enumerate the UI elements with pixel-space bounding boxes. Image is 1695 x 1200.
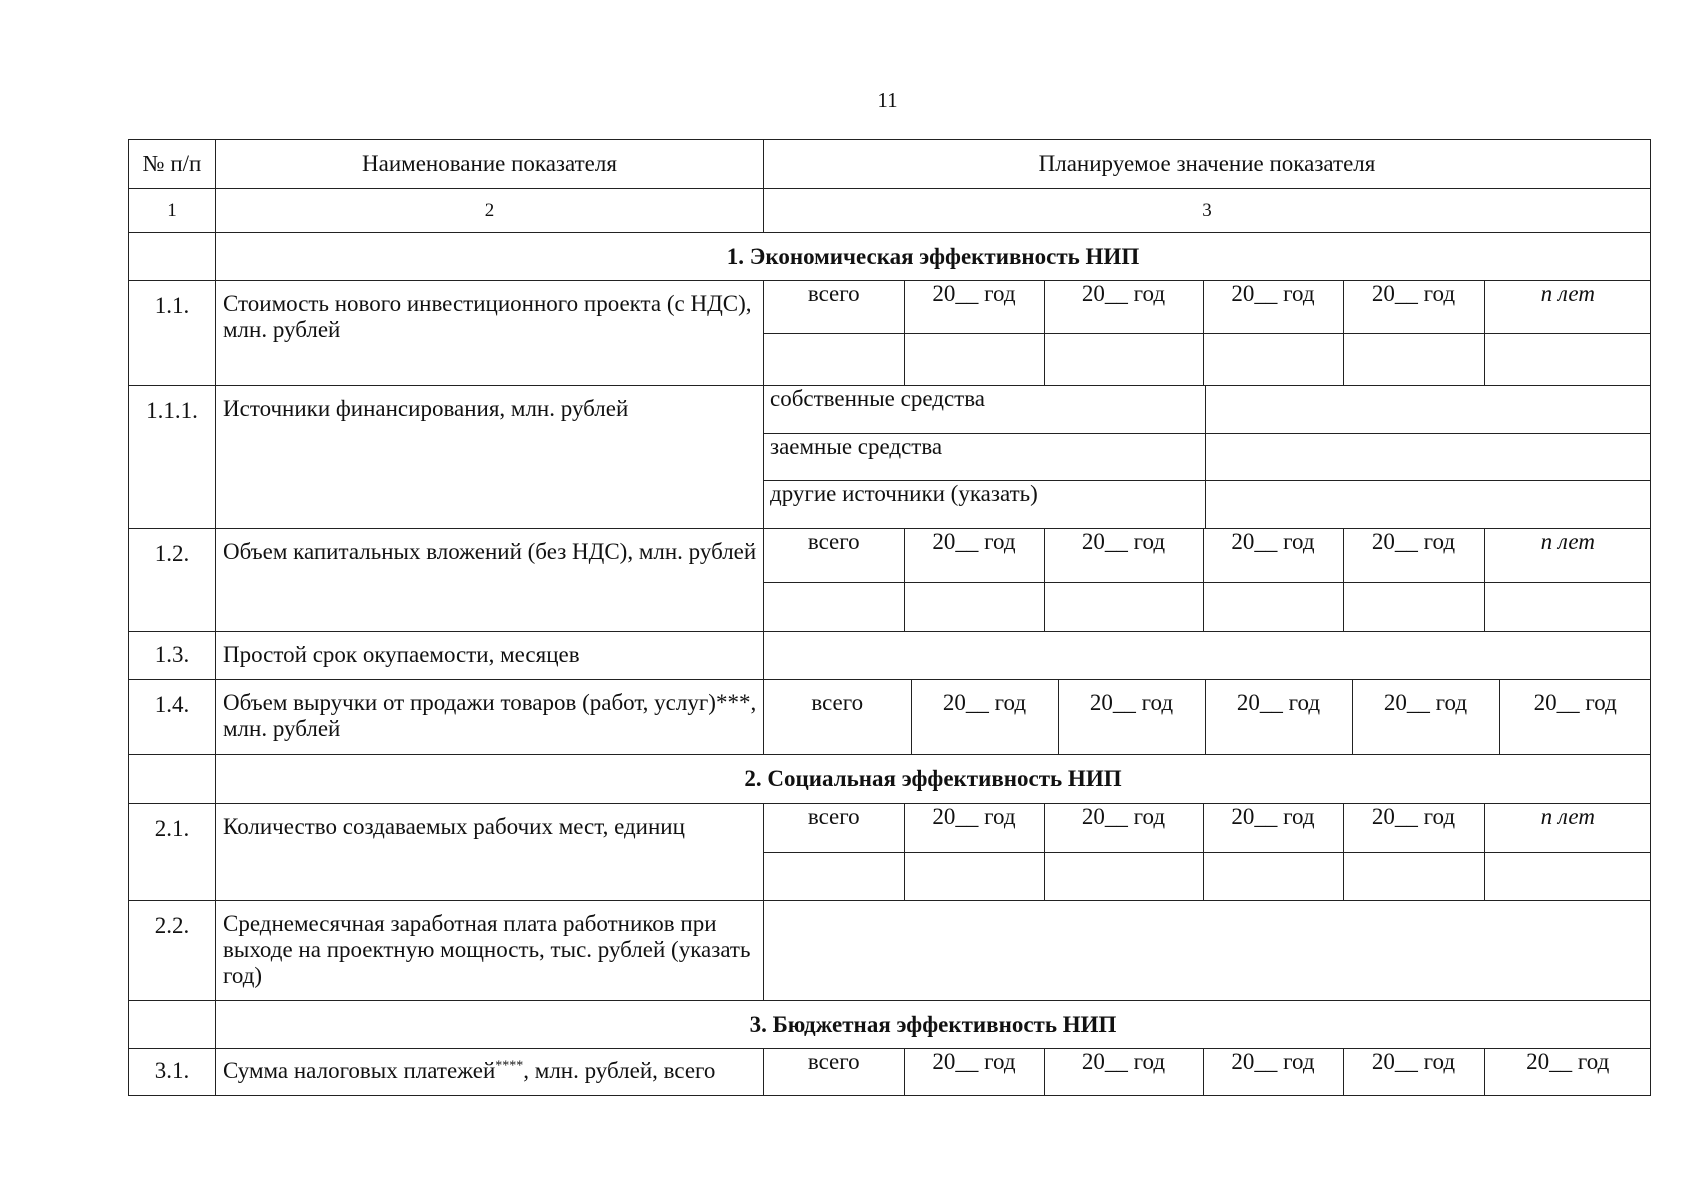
row-name: Простой срок окупаемости, месяцев bbox=[216, 632, 764, 680]
empty-value bbox=[1203, 852, 1343, 900]
source-borrowed-funds: заемные средства bbox=[764, 433, 1205, 480]
empty-value bbox=[1205, 433, 1651, 480]
value-cell bbox=[764, 804, 1651, 901]
empty-value bbox=[764, 901, 1651, 1001]
period-year: 20__ год bbox=[1343, 1049, 1484, 1095]
table-row bbox=[129, 632, 1651, 680]
period-year: 20__ год bbox=[1499, 680, 1651, 754]
empty-value bbox=[1044, 582, 1203, 631]
period-year: 20__ год bbox=[1044, 281, 1203, 333]
period-year: 20__ год bbox=[904, 529, 1044, 582]
value-cell bbox=[764, 529, 1651, 632]
empty-value bbox=[1044, 333, 1203, 385]
empty-value bbox=[1205, 386, 1651, 433]
empty-value bbox=[764, 852, 904, 900]
row-name: Источники финансирования, млн. рублей bbox=[216, 386, 764, 529]
period-year: 20__ год bbox=[911, 680, 1058, 754]
period-year: 20__ год bbox=[1205, 680, 1352, 754]
period-year: 20__ год bbox=[1044, 1049, 1203, 1095]
row-number: 1.1.1. bbox=[129, 386, 216, 529]
table-index-row bbox=[129, 189, 1651, 233]
period-n-years: n лет bbox=[1484, 281, 1651, 333]
period-total: всего bbox=[764, 804, 904, 852]
row-name: Объем выручки от продажи товаров (работ, услуг)***, млн. рублей bbox=[216, 680, 764, 755]
row-name: Количество создаваемых рабочих мест, единиц bbox=[216, 804, 764, 901]
section-num-cell bbox=[129, 1001, 216, 1049]
empty-value bbox=[904, 582, 1044, 631]
period-year: 20__ год bbox=[1044, 804, 1203, 852]
empty-value bbox=[764, 582, 904, 631]
row-name: Объем капитальных вложений (без НДС), млн. рублей bbox=[216, 529, 764, 632]
empty-value bbox=[1343, 852, 1484, 900]
period-year: 20__ год bbox=[904, 804, 1044, 852]
period-year: 20__ год bbox=[1203, 281, 1343, 333]
empty-value bbox=[1044, 852, 1203, 900]
table-row bbox=[129, 901, 1651, 1001]
header-col-name: Наименование показателя bbox=[216, 140, 764, 189]
empty-value bbox=[1484, 582, 1651, 631]
period-year: 20__ год bbox=[1203, 804, 1343, 852]
source-other: другие источники (указать) bbox=[764, 480, 1205, 528]
period-year: 20__ год bbox=[1352, 680, 1499, 754]
period-grid bbox=[764, 1049, 1651, 1095]
period-year: 20__ год bbox=[1203, 529, 1343, 582]
row-name bbox=[216, 1049, 764, 1096]
index-1: 1 bbox=[129, 189, 216, 233]
funding-sources-grid bbox=[764, 386, 1651, 528]
empty-value bbox=[904, 852, 1044, 900]
row-number: 3.1. bbox=[129, 1049, 216, 1096]
page-number: 11 bbox=[877, 88, 898, 112]
row-name-text: , млн. рублей, всего bbox=[523, 1058, 716, 1083]
period-grid bbox=[764, 529, 1651, 631]
row-number: 1.2. bbox=[129, 529, 216, 632]
empty-value bbox=[764, 333, 904, 385]
row-number: 2.1. bbox=[129, 804, 216, 901]
table-row bbox=[129, 680, 1651, 755]
source-own-funds: собственные средства bbox=[764, 386, 1205, 433]
section-title-budget: 3. Бюджетная эффективность НИП bbox=[216, 1001, 1651, 1049]
period-grid bbox=[764, 680, 1651, 754]
period-n-years: n лет bbox=[1484, 804, 1651, 852]
row-number: 2.2. bbox=[129, 901, 216, 1001]
header-col-num: № п/п bbox=[129, 140, 216, 189]
period-total: всего bbox=[764, 529, 904, 582]
header-col-value: Планируемое значение показателя bbox=[764, 140, 1651, 189]
index-2: 2 bbox=[216, 189, 764, 233]
table-header-row bbox=[129, 140, 1651, 189]
period-total: всего bbox=[764, 1049, 904, 1095]
period-year: 20__ год bbox=[1343, 281, 1484, 333]
row-number: 1.4. bbox=[129, 680, 216, 755]
period-year: 20__ год bbox=[1484, 1049, 1651, 1095]
period-year: 20__ год bbox=[1203, 1049, 1343, 1095]
row-name: Среднемесячная заработная плата работников при выходе на проектную мощность, тыс. рублей (указать год) bbox=[216, 901, 764, 1001]
empty-value bbox=[1203, 582, 1343, 631]
footnote-marker: **** bbox=[495, 1058, 524, 1074]
section-num-cell bbox=[129, 233, 216, 281]
table-row bbox=[129, 281, 1651, 386]
table-row bbox=[129, 804, 1651, 901]
empty-value bbox=[1484, 852, 1651, 900]
section-row-economic bbox=[129, 233, 1651, 281]
indicators-table bbox=[128, 139, 1651, 1096]
period-year: 20__ год bbox=[1343, 529, 1484, 582]
value-cell bbox=[764, 281, 1651, 386]
section-num-cell bbox=[129, 755, 216, 804]
row-number: 1.1. bbox=[129, 281, 216, 386]
period-n-years: n лет bbox=[1484, 529, 1651, 582]
row-number: 1.3. bbox=[129, 632, 216, 680]
section-title-social: 2. Социальная эффективность НИП bbox=[216, 755, 1651, 804]
value-cell bbox=[764, 680, 1651, 755]
period-year: 20__ год bbox=[1044, 529, 1203, 582]
row-name: Стоимость нового инвестиционного проекта (с НДС), млн. рублей bbox=[216, 281, 764, 386]
empty-value bbox=[1205, 480, 1651, 528]
period-year: 20__ год bbox=[904, 281, 1044, 333]
section-row-budget bbox=[129, 1001, 1651, 1049]
period-year: 20__ год bbox=[1343, 804, 1484, 852]
period-total: всего bbox=[764, 281, 904, 333]
empty-value bbox=[1484, 333, 1651, 385]
period-total: всего bbox=[764, 680, 911, 754]
empty-value bbox=[1203, 333, 1343, 385]
table-row bbox=[129, 529, 1651, 632]
period-year: 20__ год bbox=[1058, 680, 1205, 754]
empty-value bbox=[764, 632, 1651, 680]
period-grid bbox=[764, 281, 1651, 385]
table-row bbox=[129, 386, 1651, 529]
empty-value bbox=[1343, 333, 1484, 385]
section-row-social bbox=[129, 755, 1651, 804]
period-grid bbox=[764, 804, 1651, 900]
row-name-text: Сумма налоговых платежей bbox=[223, 1058, 496, 1083]
empty-value bbox=[1343, 582, 1484, 631]
period-year: 20__ год bbox=[904, 1049, 1044, 1095]
empty-value bbox=[904, 333, 1044, 385]
value-cell bbox=[764, 386, 1651, 529]
section-title-economic: 1. Экономическая эффективность НИП bbox=[216, 233, 1651, 281]
index-3: 3 bbox=[764, 189, 1651, 233]
value-cell bbox=[764, 1049, 1651, 1096]
table-row bbox=[129, 1049, 1651, 1096]
